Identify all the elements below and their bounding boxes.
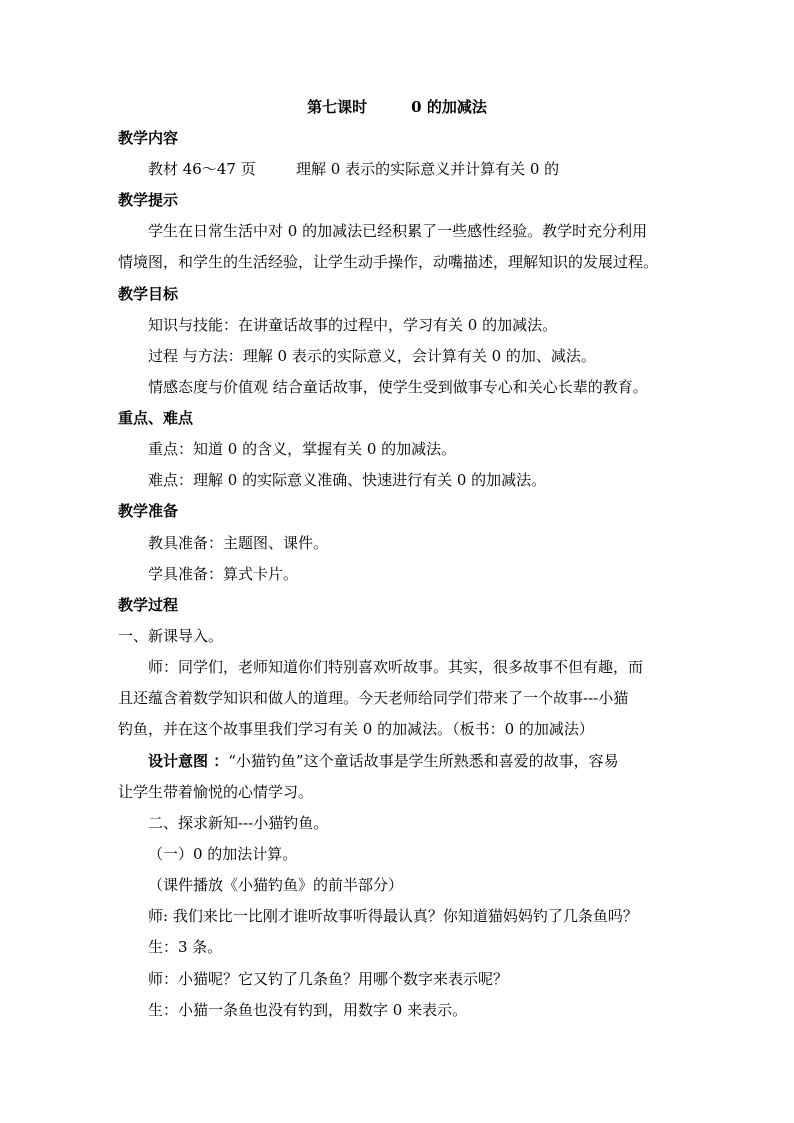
teacher-preparation: 教具准备：主题图、课件。 (148, 534, 329, 552)
intro-line-2: 且还蕴含着数学知识和做人的道理。今天老师给同学们带来了一个故事---小猫 (118, 689, 629, 707)
intro-line-1: 师：同学们，老师知道你们特别喜欢听故事。其实，很多故事不但有趣，而 (148, 658, 644, 676)
dialogue-teacher-1: 师: 我们来比一比刚才谁听故事听得最认真？你知道猫妈妈钓了几条鱼吗？ (148, 907, 638, 925)
intro-line-3: 钓鱼，并在这个故事里我们学习有关 0 的加减法。（板书：0 的加减法） (118, 720, 594, 738)
hint-line-1: 学生在日常生活中对 0 的加减法已经积累了一些感性经验。教学时充分利用 (148, 222, 648, 240)
content-objective: 理解 0 表示的实际意义并计算有关 0 的 (296, 160, 560, 178)
design-intent-label: 设计意图 ： (148, 752, 229, 770)
student-preparation: 学具准备：算式卡片。 (148, 565, 299, 583)
textbook-pages: 教材 46～47 页 (148, 160, 256, 178)
goal-knowledge: 知识与技能：在讲童话故事的过程中，学习有关 0 的加减法。 (148, 316, 558, 334)
design-intent-line-2: 让学生带着愉悦的心情学习。 (118, 783, 314, 801)
section-introduction: 一、新课导入。 (118, 627, 224, 645)
heading-preparation: 教学准备 (118, 502, 179, 520)
design-intent-line-1 (148, 751, 619, 771)
subsection-addition: （一）0 的加法计算。 (148, 845, 298, 863)
heading-teaching-content: 教学内容 (118, 129, 179, 147)
design-intent-text: “小猫钓鱼”这个童话故事是学生所熟悉和喜爱的故事，容易 (228, 752, 619, 770)
heading-teaching-hint: 教学提示 (118, 191, 179, 209)
goal-process: 过程 与方法：理解 0 表示的实际意义，会计算有关 0 的加、减法。 (148, 347, 596, 365)
lesson-topic: 0 的加减法 (411, 98, 487, 116)
hint-line-2: 情境图，和学生的生活经验，让学生动手操作，动嘴描述，理解知识的发展过程。 (118, 253, 659, 271)
goal-attitude: 情感态度与价值观 结合童话故事，使学生受到做事专心和关心长辈的教育。 (148, 378, 648, 396)
heading-teaching-goals: 教学目标 (118, 285, 179, 303)
key-point: 重点：知道 0 的含义，掌握有关 0 的加减法。 (148, 440, 457, 458)
lesson-title (0, 97, 794, 117)
heading-key-points: 重点、难点 (118, 409, 194, 427)
dialogue-student-2: 生：小猫一条鱼也没有钓到，用数字 0 来表示。 (148, 1001, 468, 1019)
section-new-knowledge: 二、探求新知---小猫钓鱼。 (148, 814, 329, 832)
difficult-point: 难点：理解 0 的实际意义准确、快速进行有关 0 的加减法。 (148, 471, 547, 489)
heading-teaching-process: 教学过程 (118, 596, 179, 614)
dialogue-teacher-2: 师：小猫呢？它又钓了几条鱼？用哪个数字来表示呢？ (148, 970, 509, 988)
lesson-number: 第七课时 (307, 98, 368, 116)
courseware-note: （课件播放《小猫钓鱼》的前半部分） (148, 876, 404, 894)
dialogue-student-1: 生：3 条。 (148, 938, 223, 956)
